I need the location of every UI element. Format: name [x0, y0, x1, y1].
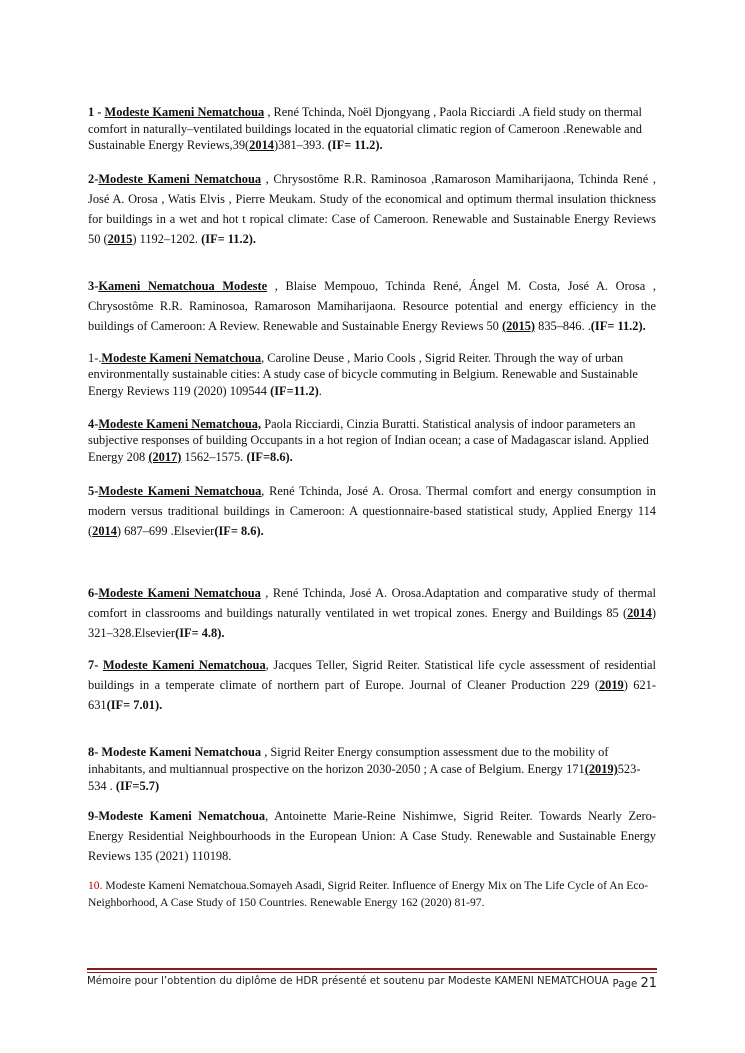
ref-author: Modeste Kameni Nematchoua,: [98, 416, 262, 431]
ref-number: 2-: [88, 171, 99, 186]
ref-number-author: 8- Modeste Kameni Nematchoua: [88, 745, 262, 760]
ref-author: Modeste Kameni Nematchoua: [98, 484, 262, 499]
ref-author: Modeste Kameni Nematchoua.: [105, 879, 250, 893]
ref-year: 2015: [107, 231, 133, 246]
ref-impact-factor: (IF= 8.6).: [214, 524, 264, 539]
reference-1: [88, 104, 656, 154]
ref-text: , Antoinette Marie-Reine Nishimwe, Sigrid Reiter. Towards Nearly Zero-Energy Residential Neighbourhoods in the European Union: A Case Study. Renewable and Sustainable Energy Reviews 135 (2021) 110198.: [88, 809, 656, 864]
page-label: Page: [612, 979, 641, 990]
ref-number: 7-: [88, 658, 103, 673]
reference-9: [88, 806, 656, 866]
footer-rule-thin: [87, 972, 657, 973]
ref-impact-factor: (IF= 11.2).: [201, 231, 257, 246]
footer-rule: [87, 968, 657, 970]
ref-text: , René Tchinda, Noël Djongyang , Paola Ricciardi .A field study on thermal comfort in naturally–ventilated buildings located in the equatorial climatic region of Cameroon .Renewable and Sustainable Energy Reviews,39(: [88, 105, 642, 153]
page-number: [613, 976, 657, 991]
ref-author: Modeste Kameni Nematchoua: [98, 171, 262, 186]
ref-text: , René Tchinda, José A. Orosa. Thermal comfort and energy consumption in modern versus traditional buildings in Cameroon: A questionnaire-based statistical study, Applied Energy 114 (: [88, 484, 656, 539]
ref-number: 3-: [88, 278, 99, 293]
ref-impact-factor: (IF= 4.8).: [175, 626, 225, 641]
ref-number-author: 9-Modeste Kameni Nematchoua: [88, 809, 266, 824]
ref-text: ) 687–699 .Elsevier: [116, 524, 215, 539]
ref-text: , Jacques Teller, Sigrid Reiter. Statistical life cycle assessment of residential buildings in a temperate climate of northern part of Europe. Journal of Cleaner Production 229 (: [88, 658, 656, 693]
footer-text: Mémoire pour l’obtention du diplôme de HDR présenté et soutenu par Modeste KAMENI NEMATCHOUA: [87, 976, 609, 987]
ref-text: ) 321–328.Elsevier: [88, 606, 656, 641]
ref-number: 5-: [88, 484, 99, 499]
ref-year: (2015): [501, 318, 536, 333]
ref-text: .: [318, 383, 322, 398]
page-footer: [87, 976, 657, 991]
ref-author: Modeste Kameni Nematchoua: [101, 350, 262, 365]
ref-number: 4-: [88, 416, 99, 431]
ref-author: Modeste Kameni Nematchoua: [104, 105, 265, 119]
reference-6: [88, 583, 656, 643]
ref-impact-factor: (IF=8.6).: [246, 449, 293, 464]
ref-year: (2017): [148, 449, 182, 464]
ref-text: Paola Ricciardi, Cinzia Buratti. Statistical analysis of indoor parameters an subjective responses of building Occupants in a hot region of Indian ocean; a case of Madagascar island. Applied Energy 208: [88, 416, 649, 464]
ref-year: 2014: [627, 606, 652, 621]
ref-year: 2014: [92, 524, 117, 539]
ref-number: 1-.: [88, 350, 102, 365]
reference-5: [88, 481, 656, 541]
ref-author: Kameni Nematchoua Modeste: [98, 278, 268, 293]
reference-8: [88, 744, 656, 794]
ref-year: (2019): [584, 761, 618, 776]
ref-text: 523-534 .: [88, 761, 641, 793]
ref-text: , Blaise Mempouo, Tchinda René, Ángel M. Costa, José A. Orosa , Chrysostôme R.R. Raminosoa, Ramaroson Mamiharijaona. Resource potential and energy efficiency in the buildings of Cameroon: A Review. Renewable and Sustainable Energy Reviews 50: [88, 278, 656, 333]
ref-text: 1562–1575.: [181, 449, 247, 464]
ref-text: 835–846. .: [535, 318, 591, 333]
ref-number: 6-: [88, 586, 99, 601]
reference-3: [88, 276, 656, 336]
ref-year: 2019: [598, 678, 624, 693]
reference-4: [88, 416, 656, 466]
ref-text: ) 621-631: [88, 678, 657, 713]
ref-author: Modeste Kameni Nematchoua: [102, 658, 266, 673]
ref-impact-factor: (IF= 11.2).: [590, 318, 646, 333]
reference-1b: [88, 350, 656, 400]
ref-text: )381–393.: [273, 138, 328, 153]
ref-text: , Caroline Deuse , Mario Cools , Sigrid Reiter. Through the way of urban environmentally sustainable cities: A study case of bicycle commuting in Belgium. Renewable and Sustainable Energy Reviews 119 (2020) 109544: [88, 350, 638, 398]
reference-7: [88, 655, 656, 715]
reference-2: [88, 169, 656, 249]
page-num: 21: [640, 976, 657, 991]
ref-text: , Chrysostôme R.R. Raminosoa ,Ramaroson Mamiharijaona, Tchinda René , José A. Orosa , Watis Elvis , Pierre Meukam. Study of the economical and optimum thermal insulation thickness for buildings in a wet and hot t ropical climate: Case of Cameroon. Renewable and Sustainable Energy Reviews 50 (: [88, 171, 656, 246]
ref-number: 10.: [88, 879, 103, 893]
ref-text: , René Tchinda, José A. Orosa.Adaptation and comparative study of thermal comfort in classrooms and buildings naturally ventilated in wet tropical zones. Energy and Buildings 85 (: [88, 586, 656, 621]
ref-impact-factor: (IF=11.2): [270, 383, 319, 398]
ref-impact-factor: (IF= 11.2).: [327, 138, 383, 153]
ref-year: 2014: [249, 138, 274, 153]
ref-text: , Sigrid Reiter Energy consumption assessment due to the mobility of inhabitants, and multiannual prospective on the horizon 2030-2050 ; A case of Belgium. Energy 171: [88, 745, 609, 776]
ref-author: Modeste Kameni Nematchoua: [98, 586, 261, 601]
ref-impact-factor: (IF= 7.01).: [106, 698, 163, 713]
ref-number: 1 -: [88, 105, 102, 119]
references-list: [88, 104, 656, 911]
ref-text: Somayeh Asadi, Sigrid Reiter. Influence of Energy Mix on The Life Cycle of An Eco-Neighborhood, A Case Study of 150 Countries. Renewable Energy 162 (2020) 81-97.: [88, 879, 649, 909]
reference-10: [88, 878, 656, 911]
ref-impact-factor: (IF=5.7): [115, 778, 160, 793]
ref-text: ) 1192–1202.: [132, 231, 202, 246]
